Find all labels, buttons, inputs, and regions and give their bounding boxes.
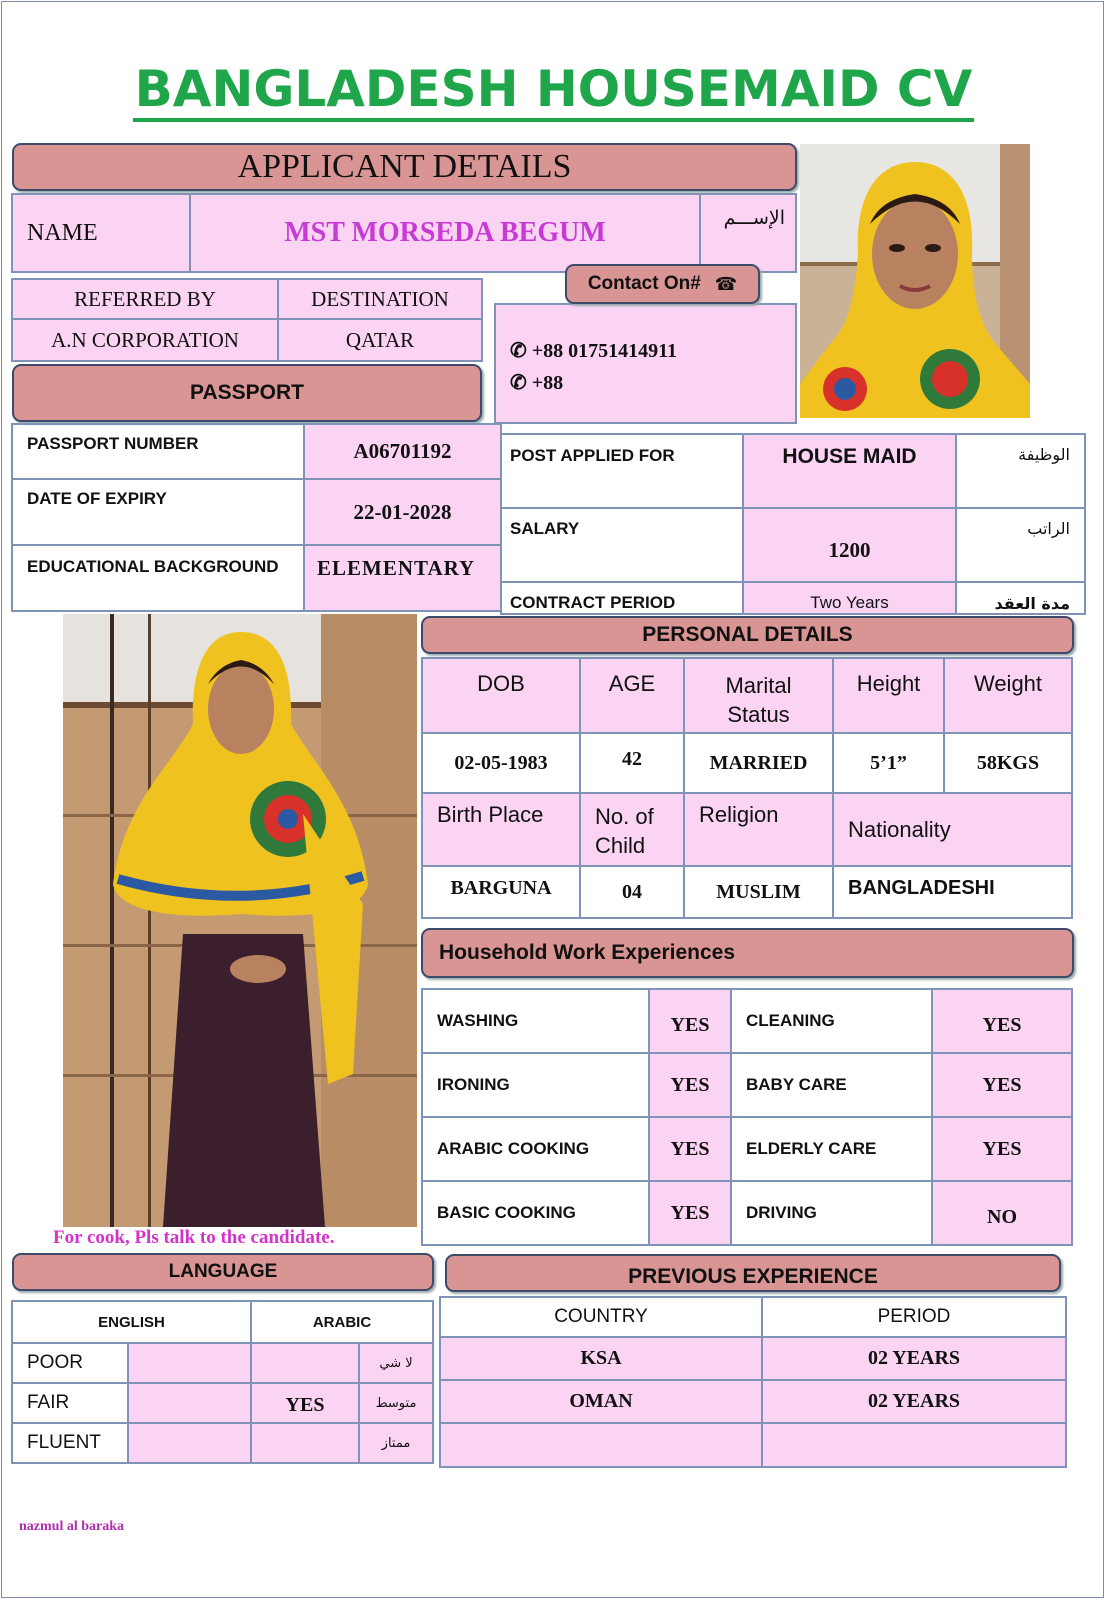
driving-label: DRIVING [731,1181,932,1245]
ironing-label: IRONING [422,1053,649,1117]
household-table [421,988,1073,1246]
previous-col-period: PERIOD [762,1297,1066,1337]
language-fair-arabic: YES [251,1383,359,1423]
contract-period-label: CONTRACT PERIOD [501,582,743,614]
previous-experience-header [445,1254,1061,1292]
destination-label: DESTINATION [277,278,483,320]
arabic-cooking-label: ARABIC COOKING [422,1117,649,1181]
language-level-fair: FAIR [12,1383,128,1423]
previous-country: KSA [440,1337,762,1380]
contract-period-value: Two Years [743,582,956,614]
language-fair-english [128,1383,251,1423]
language-header-row [12,1301,433,1343]
cook-note: For cook, Pls talk to the candidate. [53,1227,335,1248]
arabic-cooking-value: YES [649,1117,731,1181]
weight-label: Weight [944,658,1072,733]
name-label: NAME [11,193,191,273]
weight-value: 58KGS [944,733,1072,793]
phone-icon: ☎ [714,273,738,294]
basic-cooking-value: YES [649,1181,731,1245]
portrait-photo [800,144,1030,418]
language-poor-arabic [251,1343,359,1383]
washing-label: WASHING [422,989,649,1053]
dob-value: 02-05-1983 [422,733,580,793]
language-row [12,1383,433,1423]
job-row [501,582,1085,614]
passport-table [11,423,502,612]
language-poor-english [128,1343,251,1383]
contact-box [494,303,797,424]
religion-value: MUSLIM [684,866,833,918]
applicant-details-header-text: APPLICANT DETAILS [237,148,572,185]
language-row [12,1423,433,1463]
personal-table [421,657,1073,919]
nationality-value: BANGLADESHI [833,866,1072,918]
language-row [12,1343,433,1383]
age-label: AGE [580,658,684,733]
previous-country [440,1423,762,1467]
previous-period [762,1423,1066,1467]
salary-arabic: الراتب [956,508,1085,582]
previous-header-row [440,1297,1066,1337]
household-row [422,989,1072,1053]
dob-label: DOB [422,658,580,733]
post-applied-arabic: الوظيفة [956,434,1085,508]
language-fluent-english [128,1423,251,1463]
age-value: 42 [580,733,684,793]
language-poor-arabic-label: لا شي [359,1343,433,1383]
education-label: EDUCATIONAL BACKGROUND [12,545,304,611]
no-of-child-label: No. of Child [580,793,684,866]
basic-cooking-label: BASIC COOKING [422,1181,649,1245]
height-label: Height [833,658,944,733]
personal-details-header-text: PERSONAL DETAILS [642,623,853,646]
passport-header [12,364,482,422]
previous-period: 02 YEARS [762,1337,1066,1380]
passport-number-value: A06701192 [304,424,501,479]
salary-value: 1200 [743,508,956,582]
language-level-poor: POOR [12,1343,128,1383]
ironing-value: YES [649,1053,731,1117]
expiry-value: 22-01-2028 [304,479,501,545]
height-value: 5’1” [833,733,944,793]
page-title [0,60,1107,118]
previous-experience-table [439,1296,1067,1468]
household-header-text: Household Work Experiences [439,941,736,964]
birth-place-label: Birth Place [422,793,580,866]
passport-row [12,424,501,479]
personal-details-header [421,616,1074,654]
salary-label: SALARY [501,508,743,582]
language-header [12,1253,434,1291]
contact-header-text: Contact On# [587,273,701,294]
personal-value-row [422,733,1072,793]
destination-value: QATAR [277,318,483,362]
language-table [11,1300,434,1464]
page-title-text: BANGLADESH HOUSEMAID CV [133,60,975,122]
passport-header-text: PASSPORT [190,381,304,404]
elderly-care-value: YES [932,1117,1072,1181]
education-value: ELEMENTARY [304,545,501,611]
marital-status-label: Marital Status [684,658,833,733]
cleaning-label: CLEANING [731,989,932,1053]
cleaning-value: YES [932,989,1072,1053]
baby-care-value: YES [932,1053,1072,1117]
marital-status-value: MARRIED [684,733,833,793]
language-level-fluent: FLUENT [12,1423,128,1463]
language-fluent-arabic-label: ممتاز [359,1423,433,1463]
household-row [422,1117,1072,1181]
no-of-child-value: 04 [580,866,684,918]
contact-header [565,264,760,304]
personal-label-row [422,793,1072,866]
previous-country: OMAN [440,1380,762,1423]
elderly-care-label: ELDERLY CARE [731,1117,932,1181]
personal-label-row [422,658,1072,733]
religion-label: Religion [684,793,833,866]
post-applied-label: POST APPLIED FOR [501,434,743,508]
previous-experience-header-text: PREVIOUS EXPERIENCE [628,1265,878,1288]
referred-by-label: REFERRED BY [11,278,279,320]
expiry-label: DATE OF EXPIRY [12,479,304,545]
language-fair-arabic-label: متوسط [359,1383,433,1423]
contract-period-arabic: مدة العقد [956,582,1085,614]
previous-period: 02 YEARS [762,1380,1066,1423]
household-header [421,928,1074,978]
nationality-label: Nationality [833,793,1072,866]
previous-row [440,1337,1066,1380]
language-header-text: LANGUAGE [168,1261,278,1282]
contact-phone-2[interactable]: ✆ +88 [510,372,564,394]
name-arabic-label: الإســـم [699,193,797,273]
passport-row [12,545,501,611]
passport-number-label: PASSPORT NUMBER [12,424,304,479]
post-applied-value: HOUSE MAID [743,434,956,508]
baby-care-label: BABY CARE [731,1053,932,1117]
job-row [501,508,1085,582]
referred-by-value: A.N CORPORATION [11,318,279,362]
name-value: MST MORSEDA BEGUM [189,193,701,273]
language-fluent-arabic [251,1423,359,1463]
previous-row [440,1380,1066,1423]
household-row [422,1181,1072,1245]
applicant-details-header [12,143,797,191]
footer-credit: nazmul al baraka [19,1519,125,1534]
portrait-photo-image [800,144,1030,418]
job-table [500,433,1086,615]
household-row [422,1053,1072,1117]
contact-phone-1[interactable]: ✆ +88 01751414911 [510,340,678,362]
washing-value: YES [649,989,731,1053]
full-body-photo [63,614,417,1227]
previous-col-country: COUNTRY [440,1297,762,1337]
previous-row [440,1423,1066,1467]
full-body-photo-image [63,614,417,1227]
driving-value: NO [932,1181,1072,1245]
language-col-arabic: ARABIC [251,1301,433,1343]
language-col-english: ENGLISH [12,1301,251,1343]
passport-row [12,479,501,545]
job-row [501,434,1085,508]
personal-value-row [422,866,1072,918]
birth-place-value: BARGUNA [422,866,580,918]
